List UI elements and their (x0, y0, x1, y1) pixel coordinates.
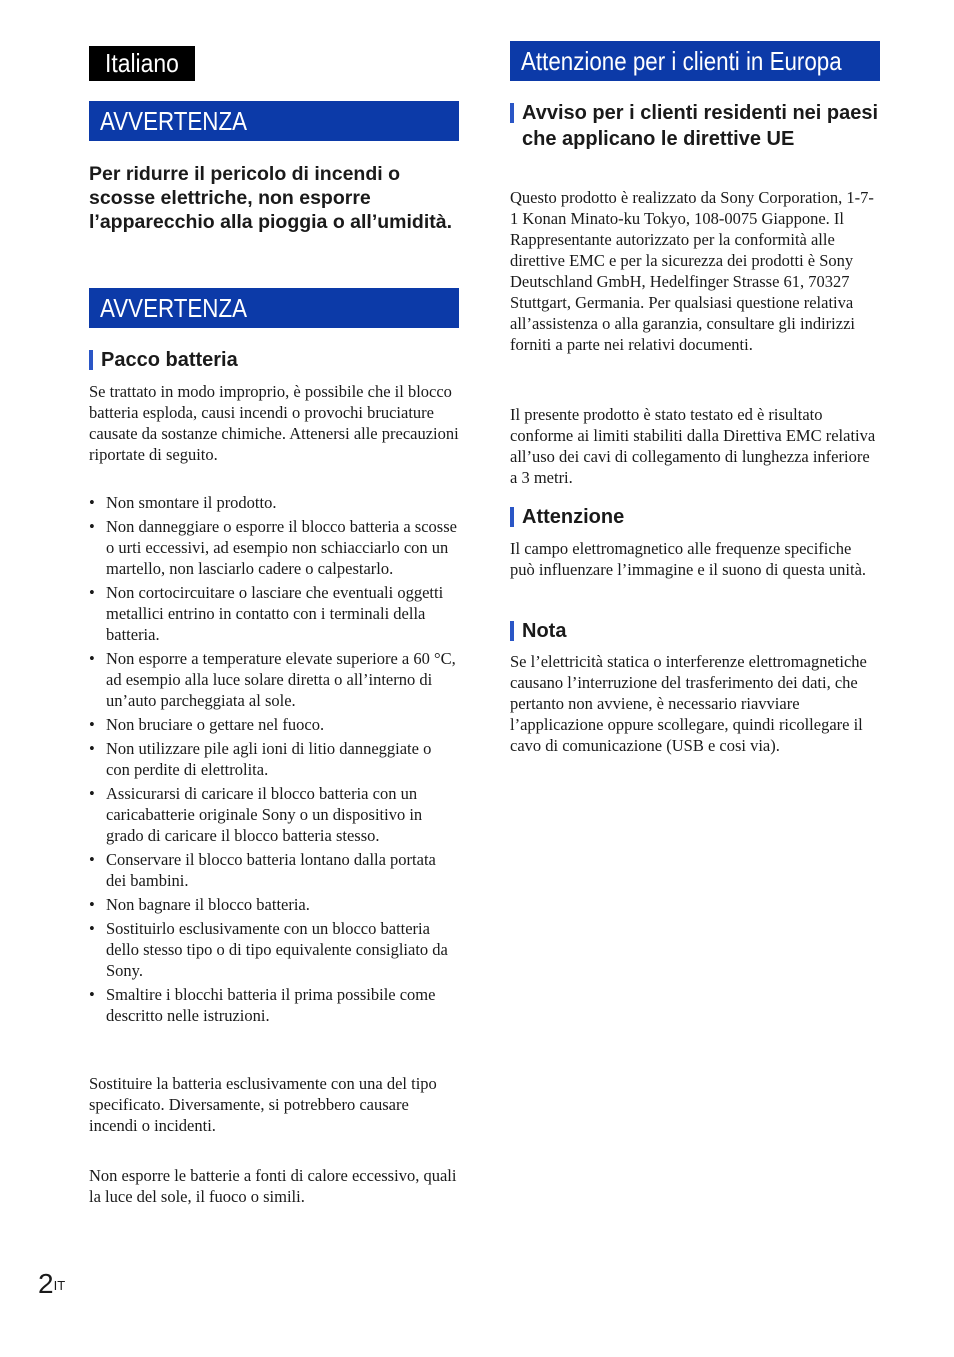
battery-heading (89, 347, 459, 373)
warning-banner-1-label: AVVERTENZA (100, 106, 248, 136)
emc-text: Il presente prodotto è stato testato ed è risultato conforme ai limiti stabiliti dalla Direttiva EMC relativa all’uso dei cavi di collegamento di lunghezza inferiore a 3 metri. (510, 405, 876, 487)
list-item-text: Sostituirlo esclusivamente con un blocco batteria dello stesso tipo o di tipo equivalente consigliato da Sony. (106, 919, 448, 980)
list-item (89, 738, 459, 780)
heading-marker (510, 507, 514, 527)
bullet-icon: • (89, 583, 95, 602)
bullet-icon: • (89, 985, 95, 1004)
bullet-icon: • (89, 895, 95, 914)
list-item-text: Non esporre a temperature elevate superiore a 60 °C, ad esempio alla luce solare diretta o all’interno di un’auto parcheggiata al sole. (106, 649, 456, 710)
page-language-suffix: IT (53, 1278, 66, 1293)
europe-banner (510, 41, 880, 81)
warning-banner-1 (89, 101, 459, 141)
europe-banner-label: Attenzione per i clienti in Europa (521, 46, 842, 76)
list-item-text: Conservare il blocco batteria lontano dalla portata dei bambini. (106, 850, 436, 890)
attention-heading-label: Attenzione (522, 506, 625, 528)
list-item-text: Assicurarsi di caricare il blocco batteria con un caricabatterie originale Sony o un dispositivo in grado di caricare il blocco batteria stesso. (106, 784, 423, 845)
page-number-value: 2 (38, 1268, 54, 1299)
replace-battery-text: Sostituire la batteria esclusivamente con una del tipo specificato. Diversamente, si potrebbero causare incendi o incidenti. (89, 1074, 437, 1135)
heading-marker (510, 103, 514, 123)
warning-text: Per ridurre il pericolo di incendi o scosse elettriche, non esporre l’apparecchio alla pioggia o all’umidità. (89, 163, 452, 233)
warning-banner-2 (89, 288, 459, 328)
battery-intro: Se trattato in modo improprio, è possibile che il blocco batteria esploda, causi incendi o provochi bruciature causate da sostanze chimiche. Attenersi alle precauzioni riportate di seguito. (89, 382, 459, 464)
heading-marker (510, 621, 514, 641)
warning-banner-2-label: AVVERTENZA (100, 293, 248, 323)
bullet-icon: • (89, 784, 95, 803)
note-text: Se l’elettricità statica o interferenze elettromagnetiche causano l’interruzione del trasferimento dei dati, che pertanto non avviene, è necessario riavviare l’applicazione oppure scollegare, quindi ricollegare il cavo di comunicazione (USB e cosi via). (510, 652, 867, 755)
list-item (89, 648, 459, 711)
battery-precautions-list (89, 492, 459, 1029)
list-item (89, 516, 459, 579)
bullet-icon: • (89, 493, 95, 512)
list-item (89, 582, 459, 645)
bullet-icon: • (89, 850, 95, 869)
list-item-text: Non bruciare o gettare nel fuoco. (106, 715, 325, 734)
eu-directive-text: Questo prodotto è realizzato da Sony Corporation, 1-7-1 Konan Minato-ku Tokyo, 108-0075 Giappone. Il Rappresentante autorizzato per la conformità alle direttive EMC e per la sicurezza dei prodotti è Sony Deutschland GmbH, Hedelfinger Strasse 61, 70327 Stuttgart, Germania. Per qualsiasi questione relativa all’assistenza o alla garanzia, consultare gli indirizzi forniti a parte nei relativi documenti. (510, 188, 874, 354)
eu-directive-heading (510, 100, 880, 152)
list-item-text: Non bagnare il blocco batteria. (106, 895, 310, 914)
list-item-text: Non smontare il prodotto. (106, 493, 277, 512)
note-heading (510, 618, 880, 644)
language-tab (89, 46, 195, 81)
heading-marker (89, 350, 93, 370)
list-item-text: Non cortocircuitare o lasciare che eventuali oggetti metallici entrino in contatto con i terminali della batteria. (106, 583, 444, 644)
list-item (89, 714, 459, 735)
list-item-text: Non danneggiare o esporre il blocco batteria a scosse o urti eccessivi, ad esempio non schiacciarlo con un martello, non lasciarlo cadere o calpestarlo. (106, 517, 457, 578)
list-item (89, 984, 459, 1026)
list-item (89, 492, 459, 513)
attention-heading (510, 504, 880, 530)
battery-heading-label: Pacco batteria (101, 349, 238, 371)
list-item (89, 783, 459, 846)
bullet-icon: • (89, 715, 95, 734)
eu-directive-heading-label: Avviso per i clienti residenti nei paesi che applicano le direttive UE (522, 102, 879, 150)
list-item (89, 894, 459, 915)
list-item-text: Smaltire i blocchi batteria il prima possibile come descritto nelle istruzioni. (106, 985, 436, 1025)
bullet-icon: • (89, 517, 95, 536)
list-item (89, 918, 459, 981)
bullet-icon: • (89, 649, 95, 668)
heat-warning-text: Non esporre le batterie a fonti di calore eccessivo, quali la luce del sole, il fuoco o simili. (89, 1166, 457, 1206)
bullet-icon: • (89, 739, 95, 758)
language-tab-label: Italiano (105, 48, 179, 78)
note-heading-label: Nota (522, 620, 567, 642)
list-item (89, 849, 459, 891)
list-item-text: Non utilizzare pile agli ioni di litio danneggiate o con perdite di elettrolita. (106, 739, 432, 779)
attention-text: Il campo elettromagnetico alle frequenze specifiche può influenzare l’immagine e il suono di questa unità. (510, 539, 867, 579)
bullet-icon: • (89, 919, 95, 938)
page-number (38, 1268, 65, 1300)
